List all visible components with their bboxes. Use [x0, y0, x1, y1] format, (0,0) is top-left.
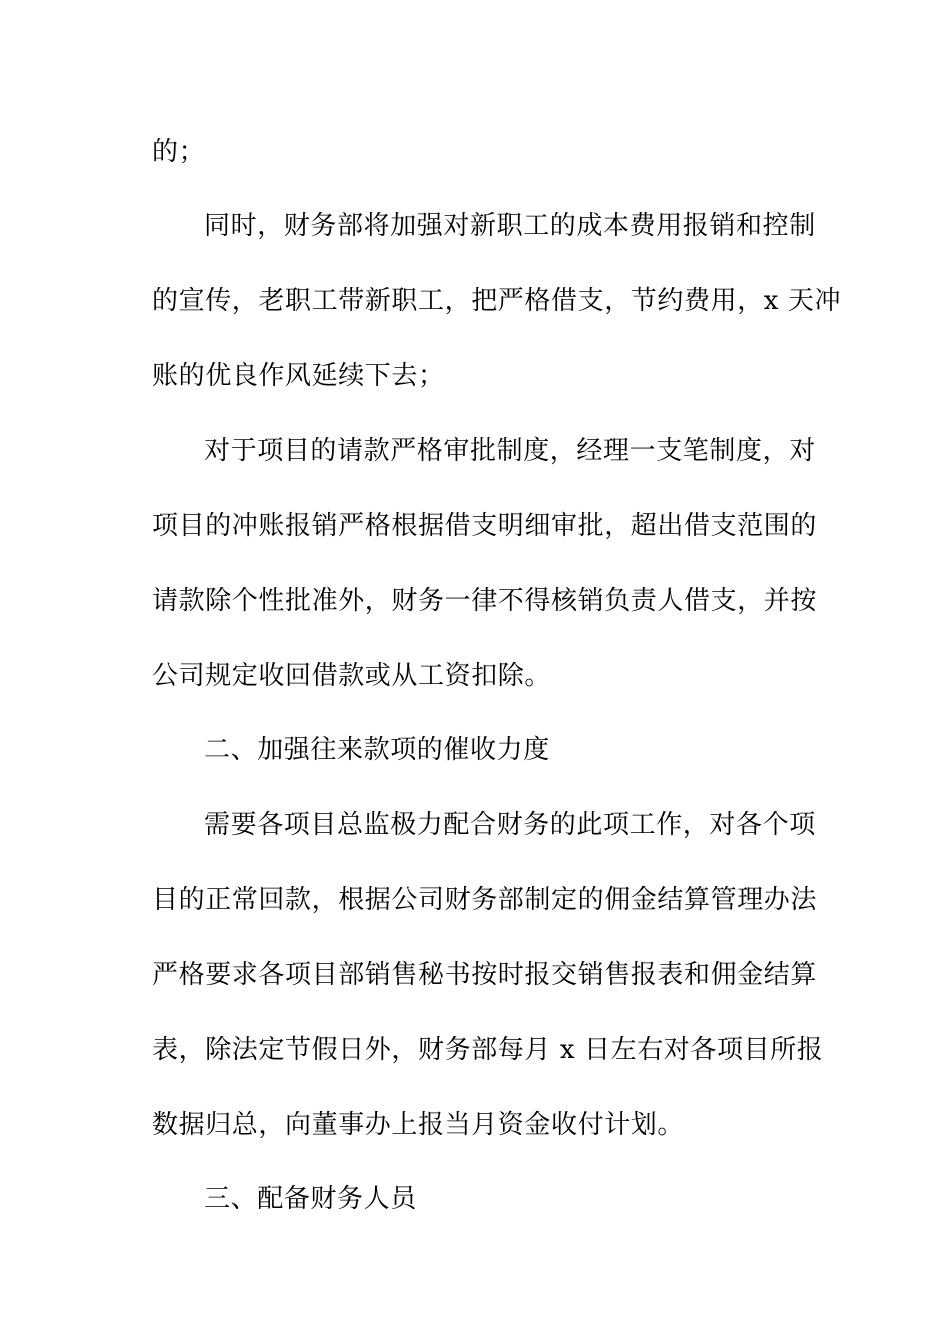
paragraph-line: 的宣传，老职工带新职工，把严格借支，节约费用，x 天冲	[152, 286, 842, 316]
paragraph-line: 的；	[152, 137, 206, 167]
paragraph-line: 需要各项目总监极力配合财务的此项工作，对各个项	[204, 810, 816, 840]
section-heading: 三、配备财务人员	[204, 1184, 417, 1214]
section-heading: 二、加强往来款项的催收力度	[204, 735, 550, 765]
paragraph-line: 数据归总，向董事办上报当月资金收付计划。	[152, 1110, 685, 1140]
paragraph-line: 对于项目的请款严格审批制度，经理一支笔制度，对	[204, 436, 816, 466]
paragraph-line: 项目的冲账报销严格根据借支明细审批，超出借支范围的	[152, 511, 818, 541]
paragraph-line: 同时，财务部将加强对新职工的成本费用报销和控制	[204, 211, 816, 241]
paragraph-line: 表，除法定节假日外，财务部每月 x 日左右对各项目所报	[152, 1035, 824, 1065]
paragraph-line: 目的正常回款，根据公司财务部制定的佣金结算管理办法	[152, 885, 818, 915]
paragraph-line: 公司规定收回借款或从工资扣除。	[152, 661, 552, 691]
paragraph-line: 请款除个性批准外，财务一律不得核销负责人借支，并按	[152, 586, 818, 616]
paragraph-line: 账的优良作风延续下去；	[152, 361, 445, 391]
paragraph-line: 严格要求各项目部销售秘书按时报交销售报表和佣金结算	[152, 960, 818, 990]
